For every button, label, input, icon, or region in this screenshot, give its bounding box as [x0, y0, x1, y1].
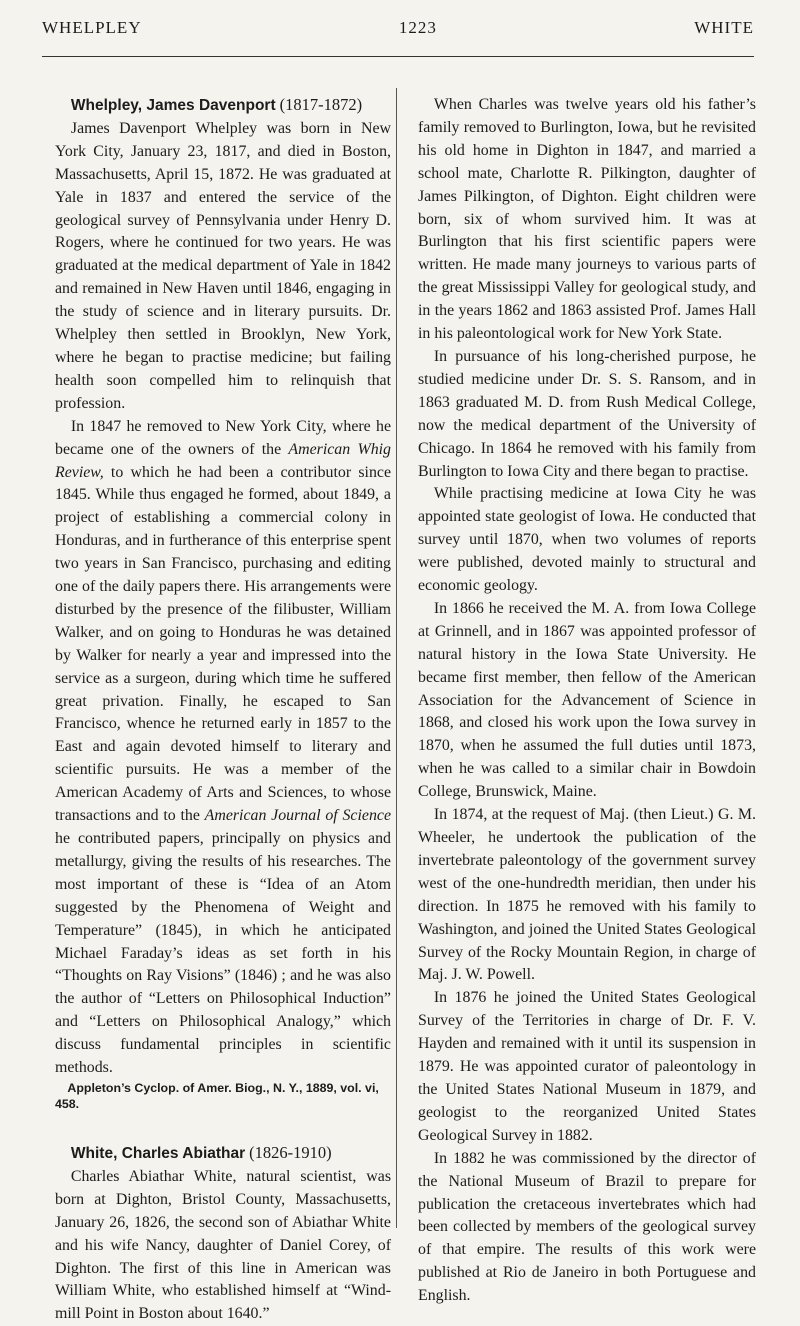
- page-number: 1223: [398, 18, 437, 37]
- running-head-right: WHITE: [694, 18, 754, 37]
- header-rule: [42, 56, 754, 57]
- paragraph: While practising medicine at Iowa City he was appointed state geologist of Iowa. He conducted that survey until 1870, when two volumes of reports were published, devoted mainly to structural and economic geology.: [418, 485, 756, 595]
- column-divider: [396, 88, 397, 1228]
- paragraph: In pursuance of his long-cherished purpose, he studied medicine under Dr. S. S. Ransom, and in 1863 graduated M. D. from Rush Medical College, now the medical department of the University of Chicago. In 1864 he removed with his family from Burlington to Iowa City and there began to practise.: [418, 347, 756, 480]
- entry-name: White, Charles Abiathar: [70, 1144, 246, 1162]
- paragraph: When Charles was twelve years old his father’s family removed to Burlington, Iowa, but he revisited his old home in Dighton in 1847, and married a school mate, Charlotte R. Pilkington, daughter of James Pilkington, of Dighton. Eight children were born, six of whom survived him. It was at Burlington that his first scientific papers were written. He made many journeys to various parts of the great Mississippi Valley for geological study, and in the years 1862 and 1863 assisted Prof. James Hall in his paleontological work for New York State.: [418, 96, 756, 343]
- entry-dates: (1817-1872): [279, 95, 363, 114]
- citation: Appleton’s Cyclop. of Amer. Biog., N. Y., 1889, vol. vi, 458.: [55, 1080, 379, 1111]
- paragraph: Charles Abiathar White, natural scientist, was born at Dighton, Bristol County, Massachusetts, January 26, 1826, the second son of Abiathar White and his wife Nancy, daughter of Daniel Corey, of Dighton. The first of this line in American was William White, who established himself at “Wind-mill Point in Boston about 1640.”: [55, 1167, 391, 1323]
- paragraph: In 1882 he was commissioned by the director of the National Museum of Brazil to prepare for publication the cretaceous invertebrates which had been collected by members of the geological survey of that empire. The results of this work were published at Rio de Janeiro in both Portuguese and English.: [418, 1149, 756, 1305]
- journal-title: American Journal of Science: [204, 807, 391, 825]
- paragraph: In 1876 he joined the United States Geological Survey of the Territories in charge of Dr. F. V. Hayden and remained with it until its suspension in 1879. He was appointed curator of paleontology in the United States National Museum in 1879, and geologist to the reorganized United States Geological Survey in 1882.: [418, 989, 756, 1144]
- paragraph: In 1866 he received the M. A. from Iowa College at Grinnell, and in 1867 was appointed professor of natural history in the Iowa State University. He became first member, then fellow of the American Association for the Advancement of Science in 1868, and closed his work upon the Iowa survey in 1870, when he assumed the full duties until 1873, when he was called to a similar chair in Bowdoin College, Brunswick, Maine.: [418, 599, 756, 801]
- entry-heading-whelpley: [55, 94, 391, 118]
- right-column: [418, 94, 756, 1308]
- entry-dates: (1826-1910): [249, 1142, 332, 1162]
- paragraph: James Davenport Whelpley was born in New York City, January 23, 1817, and died in Boston, Massachusetts, April 15, 1872. He was graduated at Yale in 1837 and entered the service of the geological survey of Pennsylvania under Henry D. Rogers, where he continued for two years. He was graduated at the medical department of Yale in 1842 and remained in New Haven until 1846, engaging in the study of science and in literary pursuits. Dr. Whelpley then settled in Brooklyn, New York, where he began to practise medicine; but failing health soon compelled him to relinquish that profession.: [55, 119, 391, 412]
- paragraph: In 1874, at the request of Maj. (then Lieut.) G. M. Wheeler, he undertook the publication of the invertebrate paleontology of the government survey west of the one-hundredth meridian, then under his direction. In 1875 he removed with his family to Washington, and joined the United States Geological Survey of the Rocky Mountain Region, in charge of Maj. J. W. Powell.: [418, 806, 756, 984]
- journal-title: American Whig Review,: [55, 440, 391, 481]
- page-header: [42, 18, 754, 38]
- entry-heading-white: [55, 1142, 391, 1166]
- running-head-left: WHELPLEY: [42, 18, 142, 37]
- paragraph: In 1847 he removed to New York City, where he became one of the owners of the American Whig Review, to which he had been a contributor since 1845. While thus engaged he formed, about 1849, a project of establishing a commercial colony in Honduras, and in furtherance of this enterprise spent two years in San Francisco, purchasing and editing one of the daily papers there. His arrangements were disturbed by the presence of the filibuster, William Walker, and on going to Honduras he was detained by Walker for nearly a year and impressed into the service as a surgeon, during which time he suffered great privation. Finally, he escaped to San Francisco, whence he returned early in 1857 to the East and again devoted himself to literary and scientific pursuits. He was a member of the American Academy of Arts and Sciences, to whose transactions and to the American Journal of Science he contributed papers, principally on physics and metallurgy, giving the results of his researches. The most important of these is “Idea of an Atom suggested by the Phenomena of Weight and Temperature” (1845), in which he anticipated Michael Faraday’s ideas as set forth in his “Thoughts on Ray Visions” (1846) ; and he was also the author of “Letters on Philosophical Induction” and “Letters on Philosophical Analogy,” which discuss fundamental principles in scientific methods.: [55, 417, 391, 1077]
- entry-name: Whelpley, James Davenport: [70, 97, 276, 114]
- left-column: [55, 94, 391, 1326]
